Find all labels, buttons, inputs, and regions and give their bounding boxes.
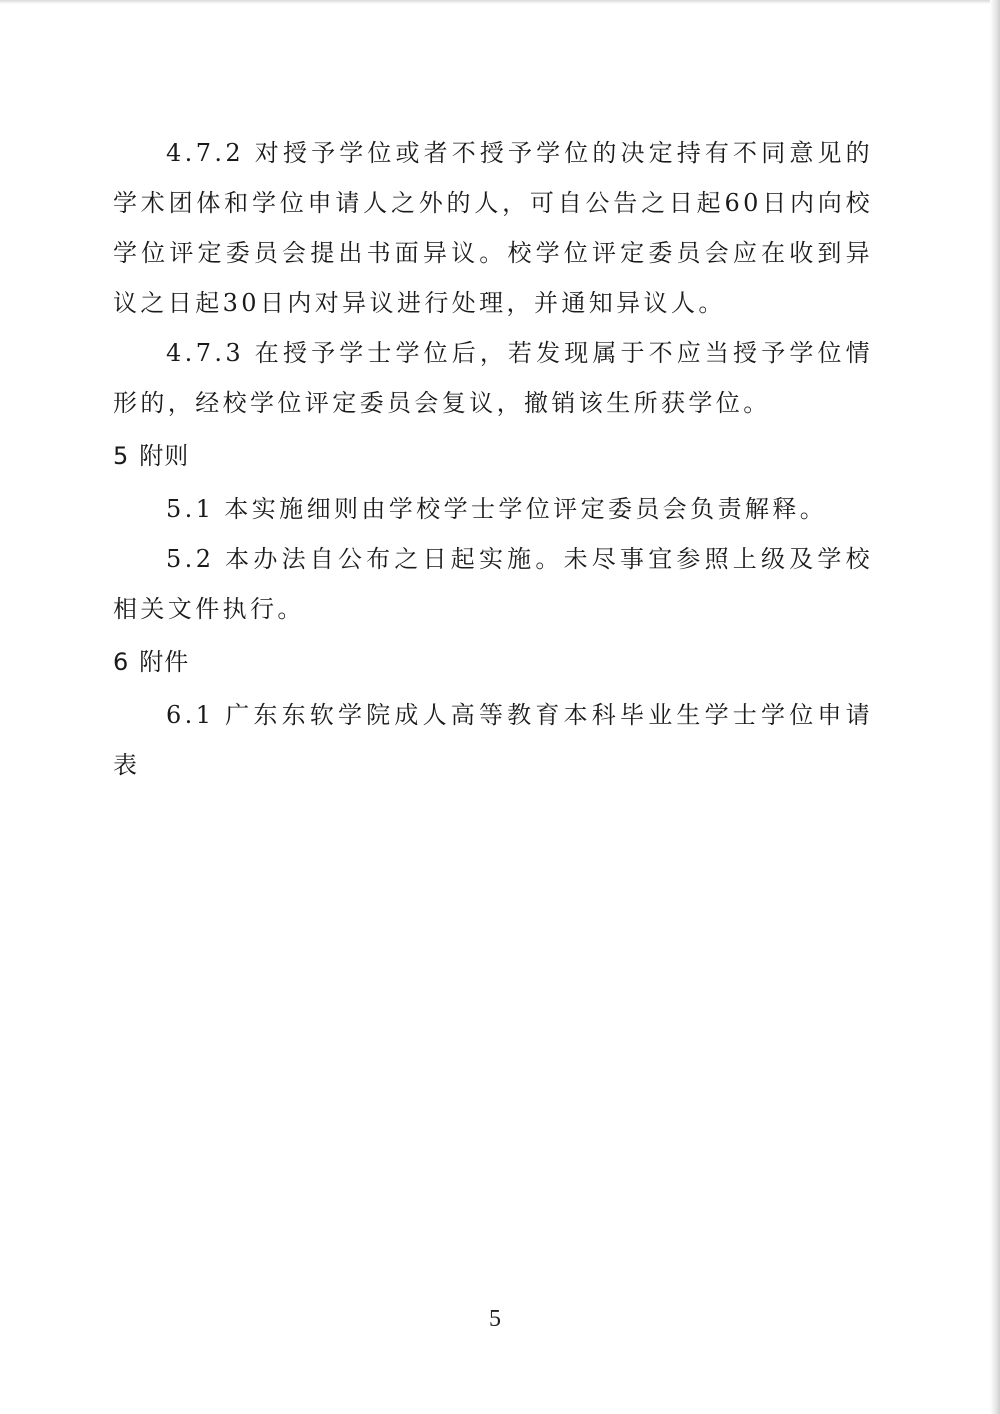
paragraph-6-1 [113, 690, 873, 790]
clause-text: 广东东软学院成人高等教育本科毕业生学士学位申请表 [113, 701, 873, 779]
clause-number: 5.2 [166, 545, 215, 573]
clause-number: 4.7.3 [166, 339, 245, 367]
paragraph-4-7-3 [113, 328, 873, 428]
clause-text: 本实施细则由学校学士学位评定委员会负责解释。 [224, 495, 828, 523]
scan-edge-right [990, 0, 1000, 1414]
clause-number: 4.7.2 [166, 139, 245, 167]
clause-text: 在授予学士学位后，若发现属于不应当授予学位情形的，经校学位评定委员会复议，撤销该生所获学位。 [113, 339, 873, 417]
section-number: 6 [113, 648, 130, 676]
page-number: 5 [489, 1306, 501, 1332]
paragraph-5-1 [113, 484, 873, 534]
paragraph-4-7-2 [113, 128, 873, 328]
clause-number: 6.1 [166, 701, 215, 729]
section-heading-5 [113, 431, 873, 481]
section-heading-6 [113, 637, 873, 687]
paragraph-5-2 [113, 534, 873, 634]
document-body [113, 128, 873, 790]
section-title: 附则 [139, 442, 190, 470]
section-number: 5 [113, 442, 130, 470]
clause-text: 本办法自公布之日起实施。未尽事宜参照上级及学校相关文件执行。 [113, 545, 873, 623]
clause-text: 对授予学位或者不授予学位的决定持有不同意见的学术团体和学位申请人之外的人，可自公告之日起60日内向校学位评定委员会提出书面异议。校学位评定委员会应在收到异议之日起30日内对异议进行处理，并通知异议人。 [113, 139, 873, 317]
section-title: 附件 [139, 648, 190, 676]
scan-edge-top [0, 0, 1000, 4]
clause-number: 5.1 [166, 495, 215, 523]
